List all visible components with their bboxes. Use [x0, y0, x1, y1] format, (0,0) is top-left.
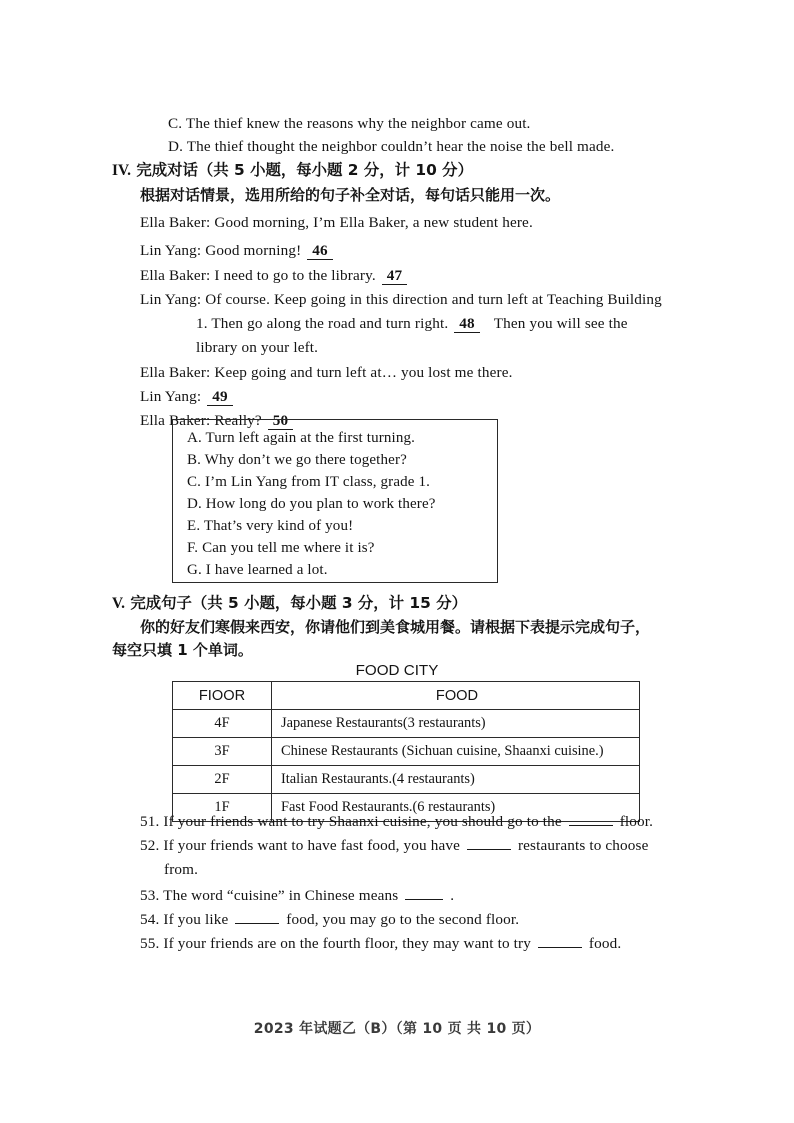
carryover-option-c: C. The thief knew the reasons why the neighbor came out. — [168, 115, 531, 132]
option-item-b[interactable]: B. Why don’t we go there together? — [187, 452, 407, 468]
question-51 — [140, 810, 653, 833]
dialogue-text-post: Then you will see the — [493, 315, 628, 332]
dialogue-line-4 — [140, 288, 662, 311]
answer-blank-51[interactable] — [569, 813, 613, 826]
answer-options-box — [172, 419, 498, 583]
cell-food: Japanese Restaurants(3 restaurants) — [272, 710, 640, 738]
dialogue-text-pre: 1. Then go along the road and turn right. — [196, 315, 449, 332]
option-item-a[interactable]: A. Turn left again at the first turning. — [187, 430, 416, 446]
section-iv-numeral: IV. — [112, 162, 131, 179]
cell-floor: 1F — [173, 794, 272, 822]
cell-food: Italian Restaurants.(4 restaurants) — [272, 766, 640, 794]
question-53 — [140, 884, 454, 907]
question-number: 55. — [140, 935, 160, 952]
answer-blank-53[interactable] — [405, 887, 443, 900]
section-iv-instruction: 根据对话情景，选用所给的句子补全对话，每句话只能用一次。 — [140, 186, 561, 204]
answer-blank-54[interactable] — [235, 911, 279, 924]
dialogue-line-5 — [196, 312, 628, 335]
section-v-instruction-line-2: 每空只填 1 个单词。 — [112, 641, 253, 659]
dialogue-line-3 — [140, 264, 409, 287]
section-iv-heading — [112, 159, 473, 182]
dialogue-line-7 — [140, 361, 513, 384]
cell-floor: 3F — [173, 738, 272, 766]
question-text-pre: If you like — [163, 911, 229, 928]
dialogue-text: I need to go to the library. — [214, 267, 376, 284]
question-54 — [140, 908, 519, 931]
section-iv-heading-text: 完成对话（共 5 小题，每小题 2 分，计 10 分） — [136, 161, 473, 179]
option-item-c[interactable]: C. I’m Lin Yang from IT class, grade 1. — [187, 474, 431, 490]
question-text-post: restaurants to choose — [517, 837, 649, 854]
table-row — [173, 766, 640, 794]
dialogue-speaker: Ella Baker: — [140, 364, 211, 381]
dialogue-line-2 — [140, 239, 335, 262]
question-text-post: food, you may go to the second floor. — [286, 911, 520, 928]
page-footer: 2023 年试题乙（B）（第 10 页 共 10 页） — [253, 1021, 541, 1037]
option-item-f[interactable]: F. Can you tell me where it is? — [187, 540, 375, 556]
dialogue-speaker: Lin Yang: — [140, 242, 202, 259]
column-header-food: FOOD — [272, 682, 640, 710]
cell-floor: 2F — [173, 766, 272, 794]
answer-blank-50[interactable]: 50 — [268, 412, 294, 430]
answer-blank-55[interactable] — [538, 935, 582, 948]
answer-blank-52[interactable] — [467, 837, 511, 850]
column-header-floor: FIOOR — [173, 682, 272, 710]
table-row — [173, 710, 640, 738]
answer-blank-48[interactable]: 48 — [454, 315, 480, 333]
cell-floor: 4F — [173, 710, 272, 738]
question-number: 54. — [140, 911, 160, 928]
dialogue-speaker: Ella Baker: — [140, 214, 211, 231]
question-number: 51. — [140, 813, 160, 830]
dialogue-text: Good morning, I’m Ella Baker, a new student here. — [214, 214, 533, 231]
section-v-numeral: V. — [112, 595, 125, 612]
question-text-post: floor. — [619, 813, 654, 830]
dialogue-speaker: Lin Yang: — [140, 388, 202, 405]
dialogue-line-1 — [140, 211, 533, 234]
dialogue-speaker: Ella Baker: — [140, 267, 211, 284]
dialogue-text: Of course. Keep going in this direction and turn left at Teaching Building — [205, 291, 662, 308]
question-text-pre: If your friends are on the fourth floor, they may want to try — [163, 935, 531, 952]
answer-blank-47[interactable]: 47 — [382, 267, 408, 285]
dialogue-text: library on your left. — [196, 339, 319, 356]
question-52-continuation: from. — [164, 861, 199, 878]
food-city-table-caption: FOOD CITY — [355, 662, 439, 679]
section-v-instruction-line-1: 你的好友们寒假来西安，你请他们到美食城用餐。请根据下表提示完成句子， — [140, 618, 651, 636]
dialogue-text: Keep going and turn left at… you lost me there. — [214, 364, 513, 381]
dialogue-line-6 — [196, 336, 318, 359]
option-item-d[interactable]: D. How long do you plan to work there? — [187, 496, 436, 512]
dialogue-speaker: Lin Yang: — [140, 291, 202, 308]
question-52 — [140, 834, 649, 857]
option-item-g[interactable]: G. I have learned a lot. — [187, 562, 328, 578]
option-item-e[interactable]: E. That’s very kind of you! — [187, 518, 354, 534]
question-number: 53. — [140, 887, 160, 904]
question-number: 52. — [140, 837, 160, 854]
question-55 — [140, 932, 621, 955]
question-text-pre: The word “cuisine” in Chinese means — [163, 887, 399, 904]
section-v-heading-text: 完成句子（共 5 小题，每小题 3 分，计 15 分） — [130, 594, 467, 612]
dialogue-speaker: Ella Baker: — [140, 412, 211, 429]
dialogue-text: Really? — [214, 412, 262, 429]
answer-blank-46[interactable]: 46 — [307, 242, 333, 260]
carryover-option-d: D. The thief thought the neighbor couldn’t hear the noise the bell made. — [168, 138, 615, 155]
table-row — [173, 738, 640, 766]
table-header-row — [173, 682, 640, 710]
section-v-heading — [112, 592, 467, 615]
question-text-post: . — [450, 887, 455, 904]
question-text-pre: If your friends want to have fast food, you have — [163, 837, 461, 854]
question-text-pre: If your friends want to try Shaanxi cuisine, you should go to the — [163, 813, 562, 830]
dialogue-text: Good morning! — [205, 242, 302, 259]
dialogue-line-8 — [140, 385, 235, 408]
food-city-table — [172, 681, 640, 822]
answer-blank-49[interactable]: 49 — [207, 388, 233, 406]
cell-food: Fast Food Restaurants.(6 restaurants) — [272, 794, 640, 822]
question-text-post: food. — [588, 935, 622, 952]
cell-food: Chinese Restaurants (Sichuan cuisine, Shaanxi cuisine.) — [272, 738, 640, 766]
